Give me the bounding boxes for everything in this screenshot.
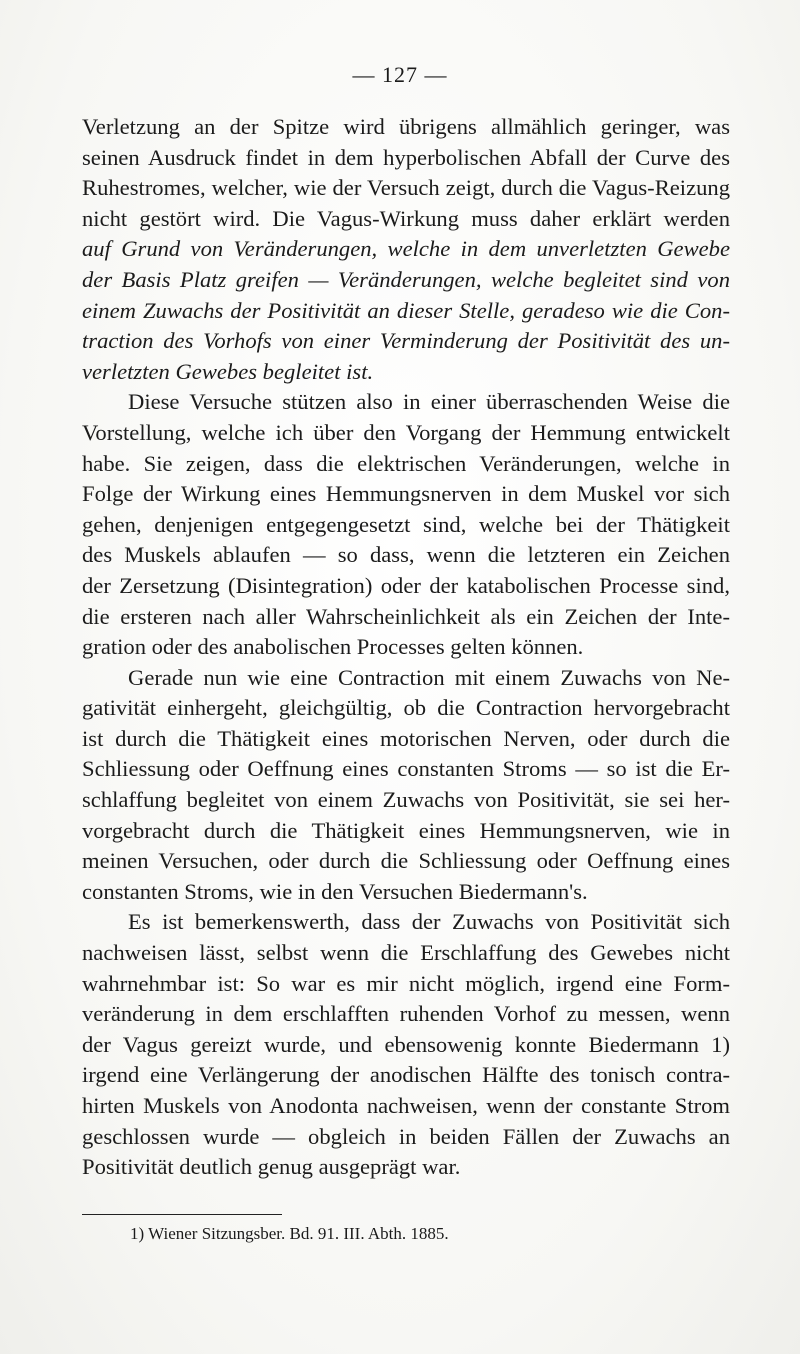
text-line: gativität einhergeht, gleichgültig, ob die Contraction hervorgebracht (82, 695, 730, 721)
text-line: gehen, denjenigen entgegengesetzt sind, welche bei der Thätigkeit (82, 511, 730, 537)
text-line: geschlossen wurde — obgleich in beiden Fällen der Zuwachs an (82, 1123, 730, 1149)
text-line: nicht gestört wird. Die Vagus-Wirkung muss daher erklärt werden (82, 205, 730, 231)
text-line: der Basis Platz greifen — Veränderungen, welche begleitet sind von (82, 266, 730, 292)
text-line: veränderung in dem erschlafften ruhenden Vorhof zu messen, wenn (82, 1001, 730, 1027)
text-line: Schliessung oder Oeffnung eines constanten Stroms — so ist die Er- (82, 756, 730, 782)
text-line: seinen Ausdruck findet in dem hyperbolischen Abfall der Curve des (82, 144, 730, 170)
text-line: nachweisen lässt, selbst wenn die Erschlaffung des Gewebes nicht (82, 940, 730, 966)
text-line: constanten Stroms, wie in den Versuchen Biedermann's. (82, 878, 588, 904)
paragraph-4 (82, 907, 730, 1182)
text-line: verletzten Gewebes begleitet ist. (82, 358, 374, 384)
page-number: — 127 — (352, 62, 448, 87)
footnote-rule (82, 1214, 282, 1215)
footnote: 1) Wiener Sitzungsber. Bd. 91. III. Abth. 1885. (130, 1224, 449, 1243)
text-line: Gerade nun wie eine Contraction mit einem Zuwachs von Ne- (128, 664, 730, 690)
text-line: habe. Sie zeigen, dass die elektrischen Veränderungen, welche in (82, 450, 730, 476)
text-line: einem Zuwachs der Positivität an dieser Stelle, geradeso wie die Con- (82, 297, 730, 323)
text-line: traction des Vorhofs von einer Verminderung der Positivität des un- (82, 328, 730, 354)
text-line: Ruhestromes, welcher, wie der Versuch zeigt, durch die Vagus-Reizung (82, 175, 730, 201)
text-line: auf Grund von Veränderungen, welche in dem unverletzten Gewebe (82, 236, 730, 262)
text-line: der Zersetzung (Disintegration) oder der katabolischen Processe sind, (82, 572, 730, 598)
paragraph-1 (82, 112, 730, 387)
text-line: irgend eine Verlängerung der anodischen Hälfte des tonisch contra- (82, 1062, 730, 1088)
text-line: wahrnehmbar ist: So war es mir nicht möglich, irgend eine Form- (82, 970, 730, 996)
text-line: Positivität deutlich genug ausgeprägt war. (82, 1154, 461, 1180)
text-line: Es ist bemerkenswerth, dass der Zuwachs von Positivität sich (128, 909, 730, 935)
text-line: Folge der Wirkung eines Hemmungsnerven in dem Muskel vor sich (82, 481, 730, 507)
text-line: schlaffung begleitet von einem Zuwachs von Positivität, sie sei her- (82, 787, 730, 813)
text-line: Verletzung an der Spitze wird übrigens allmählich geringer, was (82, 114, 730, 139)
text-line: des Muskels ablaufen — so dass, wenn die letzteren ein Zeichen (82, 542, 730, 568)
text-line: gration oder des anabolischen Processes gelten können. (82, 634, 584, 660)
text-line: ist durch die Thätigkeit eines motorischen Nerven, oder durch die (82, 725, 730, 751)
text-line: Diese Versuche stützen also in einer überraschenden Weise die (128, 389, 730, 415)
main-text (82, 112, 730, 1183)
text-line: die ersteren nach aller Wahrscheinlichkeit als ein Zeichen der Inte- (82, 603, 730, 629)
text-line: der Vagus gereizt wurde, und ebensowenig konnte Biedermann 1) (82, 1031, 730, 1057)
paragraph-3 (82, 663, 730, 908)
text-line: hirten Muskels von Anodonta nachweisen, wenn der constante Strom (82, 1093, 730, 1118)
text-line: vorgebracht durch die Thätigkeit eines Hemmungsnerven, wie in (82, 817, 730, 843)
text-line: meinen Versuchen, oder durch die Schliessung oder Oeffnung eines (82, 848, 730, 874)
text-line: Vorstellung, welche ich über den Vorgang der Hemmung entwickelt (82, 419, 730, 445)
paragraph-2 (82, 387, 730, 662)
